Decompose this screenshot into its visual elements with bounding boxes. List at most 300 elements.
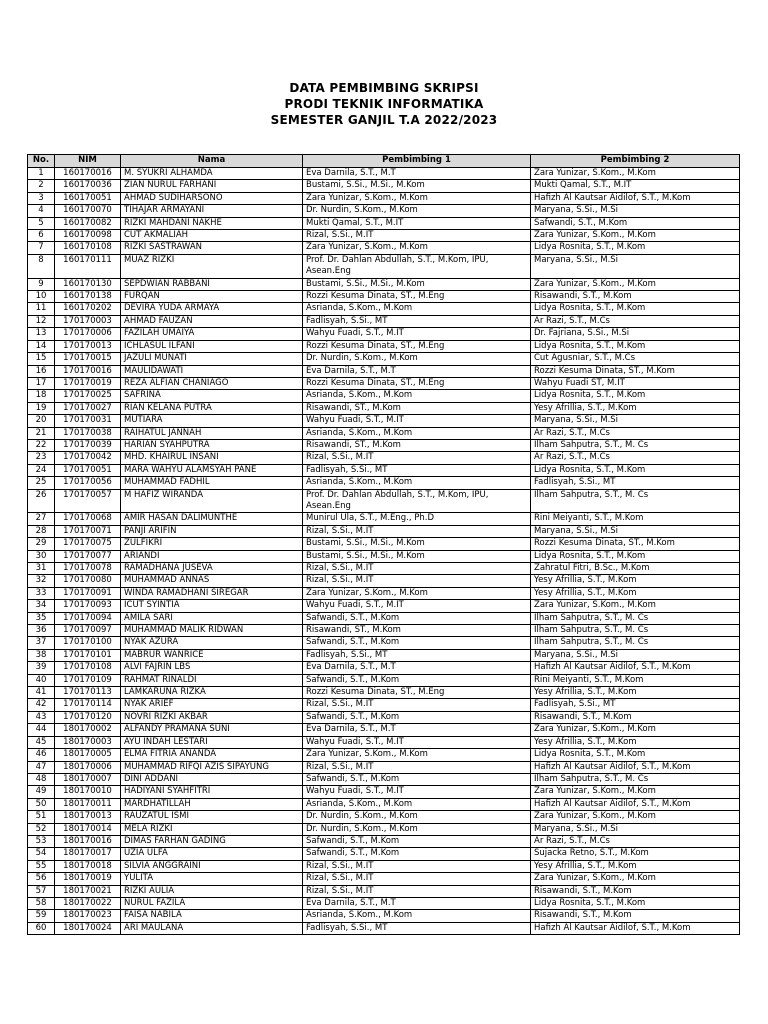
cell-nim: 180170014	[55, 823, 121, 835]
cell-nim: 160170202	[55, 303, 121, 315]
cell-nim: 170170019	[55, 377, 121, 389]
cell-nim: 170170006	[55, 328, 121, 340]
table-row	[28, 439, 740, 451]
cell-nama: MUHAMMAD MALIK RIDWAN	[121, 625, 303, 637]
cell-nama: UZIA ULFA	[121, 848, 303, 860]
table-row	[28, 910, 740, 922]
cell-no: 1	[28, 168, 55, 180]
cell-nama: MUHAMMAD RIFQI AZIS SIPAYUNG	[121, 761, 303, 773]
cell-nim: 180170006	[55, 761, 121, 773]
cell-pembimbing-1: Zara Yunizar, S.Kom., M.Kom	[303, 749, 531, 761]
cell-pembimbing-2: Zara Yunizar, S.Kom., M.Kom	[531, 278, 740, 290]
cell-pembimbing-2: Zara Yunizar, S.Kom., M.Kom	[531, 873, 740, 885]
cell-pembimbing-2: Ilham Sahputra, S.T., M. Cs	[531, 489, 740, 513]
cell-pembimbing-2: Hafizh Al Kautsar Aidilof, S.T., M.Kom	[531, 662, 740, 674]
table-row	[28, 525, 740, 537]
cell-pembimbing-2: Zahratul Fitri, B.Sc., M.Kom	[531, 563, 740, 575]
cell-pembimbing-1: Bustami, S.Si., M.Si., M.Kom	[303, 550, 531, 562]
table-row	[28, 922, 740, 934]
cell-nama: ICHLASUL ILFANI	[121, 340, 303, 352]
table-row	[28, 600, 740, 612]
cell-no: 18	[28, 390, 55, 402]
cell-pembimbing-2: Zara Yunizar, S.Kom., M.Kom	[531, 168, 740, 180]
table-row	[28, 587, 740, 599]
table-row	[28, 315, 740, 327]
cell-nama: DINI ADDANI	[121, 773, 303, 785]
cell-nim: 170170093	[55, 600, 121, 612]
cell-no: 28	[28, 525, 55, 537]
cell-no: 54	[28, 848, 55, 860]
cell-no: 20	[28, 415, 55, 427]
cell-nama: ALVI FAJRIN LBS	[121, 662, 303, 674]
title-line-2: PRODI TEKNIK INFORMATIKA	[284, 97, 484, 111]
cell-nim: 170170097	[55, 625, 121, 637]
cell-pembimbing-1: Rizal, S.Si., M.IT	[303, 563, 531, 575]
cell-nim: 170170075	[55, 538, 121, 550]
cell-no: 17	[28, 377, 55, 389]
cell-no: 5	[28, 217, 55, 229]
cell-no: 60	[28, 922, 55, 934]
cell-no: 9	[28, 278, 55, 290]
cell-no: 10	[28, 291, 55, 303]
cell-pembimbing-2: Risawandi, S.T., M.Kom	[531, 291, 740, 303]
cell-nama: ALFANDY PRAMANA SUNI	[121, 724, 303, 736]
cell-pembimbing-2: Rini Meiyanti, S.T., M.Kom	[531, 674, 740, 686]
cell-no: 21	[28, 427, 55, 439]
cell-no: 52	[28, 823, 55, 835]
cell-nama: NYAK AZURA	[121, 637, 303, 649]
table-row	[28, 798, 740, 810]
cell-pembimbing-1: Safwandi, S.T., M.Kom	[303, 612, 531, 624]
cell-pembimbing-1: Safwandi, S.T., M.Kom	[303, 674, 531, 686]
table-row	[28, 353, 740, 365]
cell-pembimbing-1: Bustami, S.Si., M.Si., M.Kom	[303, 180, 531, 192]
cell-nama: MUAZ RIZKI	[121, 254, 303, 278]
cell-pembimbing-2: Lidya Rosnita, S.T., M.Kom	[531, 749, 740, 761]
cell-pembimbing-2: Yesy Afrillia, S.T., M.Kom	[531, 860, 740, 872]
cell-nama: SEPDWIAN RABBANI	[121, 278, 303, 290]
cell-pembimbing-1: Asrianda, S.Kom., M.Kom	[303, 427, 531, 439]
cell-pembimbing-2: Lidya Rosnita, S.T., M.Kom	[531, 303, 740, 315]
cell-pembimbing-2: Lidya Rosnita, S.T., M.Kom	[531, 390, 740, 402]
cell-no: 50	[28, 798, 55, 810]
cell-nama: M. SYUKRI ALHAMDA	[121, 168, 303, 180]
cell-no: 4	[28, 205, 55, 217]
cell-pembimbing-2: Zara Yunizar, S.Kom., M.Kom	[531, 786, 740, 798]
cell-pembimbing-2: Sujacka Retno, S.T., M.Kom	[531, 848, 740, 860]
cell-no: 36	[28, 625, 55, 637]
cell-nama: MABRUR WANRICE	[121, 649, 303, 661]
cell-pembimbing-2: Hafizh Al Kautsar Aidilof, S.T., M.Kom	[531, 761, 740, 773]
cell-nim: 170170027	[55, 402, 121, 414]
cell-no: 34	[28, 600, 55, 612]
cell-nama: RAHMAT RINALDI	[121, 674, 303, 686]
cell-nim: 170170042	[55, 452, 121, 464]
cell-nim: 160170098	[55, 230, 121, 242]
cell-pembimbing-1: Wahyu Fuadi, S.T., M.IT	[303, 736, 531, 748]
title-line-1: DATA PEMBIMBING SKRIPSI	[289, 81, 479, 95]
cell-pembimbing-2: Yesy Afrillia, S.T., M.Kom	[531, 587, 740, 599]
cell-pembimbing-1: Eva Darnila, S.T., M.T	[303, 662, 531, 674]
cell-pembimbing-2: Ar Razi, S.T., M.Cs	[531, 835, 740, 847]
table-row	[28, 390, 740, 402]
table-row	[28, 205, 740, 217]
cell-nama: MUHAMMAD FADHIL	[121, 477, 303, 489]
cell-nama: MELA RIZKI	[121, 823, 303, 835]
cell-nama: FURQAN	[121, 291, 303, 303]
cell-pembimbing-2: Zara Yunizar, S.Kom., M.Kom	[531, 600, 740, 612]
col-header-no: No.	[28, 155, 55, 168]
table-row	[28, 180, 740, 192]
table-row	[28, 860, 740, 872]
cell-pembimbing-1: Fadlisyah, S.Si., MT	[303, 315, 531, 327]
table-row	[28, 464, 740, 476]
cell-nim: 170170056	[55, 477, 121, 489]
cell-no: 16	[28, 365, 55, 377]
cell-pembimbing-2: Risawandi, S.T., M.Kom	[531, 711, 740, 723]
cell-nim: 180170013	[55, 811, 121, 823]
table-row	[28, 278, 740, 290]
table-row	[28, 192, 740, 204]
cell-pembimbing-1: Mukti Qamal, S.T., M.IT	[303, 217, 531, 229]
cell-nama: DIMAS FARHAN GADING	[121, 835, 303, 847]
table-row	[28, 625, 740, 637]
cell-pembimbing-2: Ilham Sahputra, S.T., M. Cs	[531, 439, 740, 451]
cell-pembimbing-1: Safwandi, S.T., M.Kom	[303, 711, 531, 723]
cell-pembimbing-2: Wahyu Fuadi ST, M.IT	[531, 377, 740, 389]
table-row	[28, 749, 740, 761]
cell-nim: 180170011	[55, 798, 121, 810]
table-row	[28, 885, 740, 897]
cell-pembimbing-2: Yesy Afrillia, S.T., M.Kom	[531, 402, 740, 414]
cell-no: 23	[28, 452, 55, 464]
table-row	[28, 168, 740, 180]
cell-pembimbing-1: Wahyu Fuadi, S.T., M.IT	[303, 328, 531, 340]
cell-pembimbing-1: Risawandi, ST., M.Kom	[303, 402, 531, 414]
table-row	[28, 897, 740, 909]
cell-nim: 160170111	[55, 254, 121, 278]
cell-nama: JAZULI MUNATI	[121, 353, 303, 365]
table-row	[28, 649, 740, 661]
cell-nama: RIZKI SASTRAWAN	[121, 242, 303, 254]
cell-nama: PANJI ARIFIN	[121, 525, 303, 537]
cell-nim: 170170016	[55, 365, 121, 377]
cell-no: 19	[28, 402, 55, 414]
table-row	[28, 835, 740, 847]
cell-pembimbing-1: Rozzi Kesuma Dinata, ST., M.Eng	[303, 291, 531, 303]
cell-no: 48	[28, 773, 55, 785]
document-header	[0, 80, 768, 128]
cell-pembimbing-1: Risawandi, ST., M.Kom	[303, 439, 531, 451]
cell-pembimbing-2: Ar Razi, S.T., M.Cs	[531, 315, 740, 327]
cell-nama: SAFRINA	[121, 390, 303, 402]
cell-no: 30	[28, 550, 55, 562]
cell-no: 26	[28, 489, 55, 513]
cell-nim: 180170022	[55, 897, 121, 909]
cell-no: 47	[28, 761, 55, 773]
cell-pembimbing-1: Safwandi, S.T., M.Kom	[303, 848, 531, 860]
cell-nim: 180170005	[55, 749, 121, 761]
cell-pembimbing-1: Wahyu Fuadi, S.T., M.IT	[303, 786, 531, 798]
cell-nama: RAMADHANA JUSEVA	[121, 563, 303, 575]
cell-nim: 170170080	[55, 575, 121, 587]
cell-pembimbing-2: Yesy Afrillia, S.T., M.Kom	[531, 687, 740, 699]
cell-nama: RIAN KELANA PUTRA	[121, 402, 303, 414]
cell-nama: DEVIRA YUDA ARMAYA	[121, 303, 303, 315]
cell-no: 15	[28, 353, 55, 365]
cell-pembimbing-2: Ilham Sahputra, S.T., M. Cs	[531, 773, 740, 785]
cell-nama: YULITA	[121, 873, 303, 885]
cell-no: 33	[28, 587, 55, 599]
cell-pembimbing-1: Fadlisyah, S.Si., MT	[303, 649, 531, 661]
cell-nim: 170170094	[55, 612, 121, 624]
cell-pembimbing-2: Lidya Rosnita, S.T., M.Kom	[531, 242, 740, 254]
cell-nim: 160170070	[55, 205, 121, 217]
table-body	[28, 168, 740, 935]
table-row	[28, 415, 740, 427]
cell-pembimbing-1: Prof. Dr. Dahlan Abdullah, S.T., M.Kom, IPU, Asean.Eng	[303, 254, 531, 278]
cell-no: 39	[28, 662, 55, 674]
cell-nim: 160170138	[55, 291, 121, 303]
cell-pembimbing-1: Asrianda, S.Kom., M.Kom	[303, 910, 531, 922]
cell-pembimbing-2: Maryana, S.Si., M.Si	[531, 525, 740, 537]
table-row	[28, 736, 740, 748]
cell-pembimbing-1: Rizal, S.Si., M.IT	[303, 873, 531, 885]
cell-pembimbing-1: Munirul Ula, S.T., M.Eng., Ph.D	[303, 513, 531, 525]
cell-nim: 180170007	[55, 773, 121, 785]
cell-nama: WINDA RAMADHANI SIREGAR	[121, 587, 303, 599]
cell-no: 11	[28, 303, 55, 315]
cell-nim: 180170024	[55, 922, 121, 934]
table-row	[28, 230, 740, 242]
table-row	[28, 291, 740, 303]
cell-nama: NURUL FAZILA	[121, 897, 303, 909]
cell-pembimbing-2: Zara Yunizar, S.Kom., M.Kom	[531, 724, 740, 736]
cell-nim: 180170017	[55, 848, 121, 860]
cell-no: 8	[28, 254, 55, 278]
cell-pembimbing-1: Asrianda, S.Kom., M.Kom	[303, 798, 531, 810]
cell-no: 22	[28, 439, 55, 451]
cell-nim: 180170002	[55, 724, 121, 736]
table-row	[28, 773, 740, 785]
cell-pembimbing-2: Maryana, S.Si., M.Si	[531, 649, 740, 661]
cell-nim: 160170036	[55, 180, 121, 192]
cell-pembimbing-2: Ar Razi, S.T., M.Cs	[531, 452, 740, 464]
table-row	[28, 340, 740, 352]
cell-pembimbing-2: Hafizh Al Kautsar Aidilof, S.T., M.Kom	[531, 798, 740, 810]
cell-no: 49	[28, 786, 55, 798]
cell-nim: 170170068	[55, 513, 121, 525]
cell-no: 45	[28, 736, 55, 748]
cell-nama: MAULIDAWATI	[121, 365, 303, 377]
cell-pembimbing-1: Zara Yunizar, S.Kom., M.Kom	[303, 587, 531, 599]
cell-nama: FAZILAH UMAIYA	[121, 328, 303, 340]
cell-nama: ARIANDI	[121, 550, 303, 562]
cell-pembimbing-2: Rini Meiyanti, S.T., M.Kom	[531, 513, 740, 525]
cell-nim: 180170021	[55, 885, 121, 897]
cell-nim: 180170023	[55, 910, 121, 922]
cell-no: 6	[28, 230, 55, 242]
cell-nama: ICUT SYINTIA	[121, 600, 303, 612]
cell-nim: 170170078	[55, 563, 121, 575]
cell-pembimbing-1: Risawandi, ST., M.Kom	[303, 625, 531, 637]
cell-pembimbing-2: Hafizh Al Kautsar Aidilof, S.T., M.Kom	[531, 192, 740, 204]
cell-nim: 170170071	[55, 525, 121, 537]
cell-pembimbing-2: Fadlisyah, S.Si., MT	[531, 699, 740, 711]
cell-pembimbing-1: Safwandi, S.T., M.Kom	[303, 773, 531, 785]
cell-pembimbing-2: Dr. Fajriana, S.Si., M.Si	[531, 328, 740, 340]
cell-pembimbing-1: Rozzi Kesuma Dinata, ST., M.Eng	[303, 687, 531, 699]
cell-nim: 170170113	[55, 687, 121, 699]
cell-pembimbing-1: Asrianda, S.Kom., M.Kom	[303, 303, 531, 315]
table-row	[28, 242, 740, 254]
cell-pembimbing-1: Fadlisyah, S.Si., MT	[303, 464, 531, 476]
cell-nama: AMIR HASAN DALIMUNTHE	[121, 513, 303, 525]
cell-pembimbing-2: Lidya Rosnita, S.T., M.Kom	[531, 550, 740, 562]
cell-no: 46	[28, 749, 55, 761]
cell-no: 42	[28, 699, 55, 711]
table-row	[28, 724, 740, 736]
cell-no: 3	[28, 192, 55, 204]
cell-nama: RAUZATUL ISMI	[121, 811, 303, 823]
cell-nim: 170170038	[55, 427, 121, 439]
cell-nim: 160170016	[55, 168, 121, 180]
table-row	[28, 699, 740, 711]
cell-nama: TIHAJAR ARMAYANI	[121, 205, 303, 217]
cell-nim: 170170109	[55, 674, 121, 686]
cell-pembimbing-1: Wahyu Fuadi, S.T., M.IT	[303, 600, 531, 612]
cell-nama: RIZKI MAHDANI NAKHE	[121, 217, 303, 229]
cell-nama: NYAK ARIEF	[121, 699, 303, 711]
cell-nim: 170170114	[55, 699, 121, 711]
cell-no: 2	[28, 180, 55, 192]
table-row	[28, 489, 740, 513]
cell-pembimbing-1: Rizal, S.Si., M.IT	[303, 699, 531, 711]
cell-nim: 180170018	[55, 860, 121, 872]
cell-nama: ZIAN NURUL FARHANI	[121, 180, 303, 192]
cell-pembimbing-1: Asrianda, S.Kom., M.Kom	[303, 390, 531, 402]
cell-no: 25	[28, 477, 55, 489]
cell-pembimbing-2: Zara Yunizar, S.Kom., M.Kom	[531, 811, 740, 823]
cell-no: 24	[28, 464, 55, 476]
table-row	[28, 687, 740, 699]
cell-nim: 170170031	[55, 415, 121, 427]
cell-pembimbing-1: Dr. Nurdin, S.Kom., M.Kom	[303, 823, 531, 835]
table-row	[28, 550, 740, 562]
cell-pembimbing-2: Yesy Afrillia, S.T., M.Kom	[531, 575, 740, 587]
cell-nama: MARA WAHYU ALAMSYAH PANE	[121, 464, 303, 476]
table-row	[28, 711, 740, 723]
cell-nama: FAISA NABILA	[121, 910, 303, 922]
cell-no: 51	[28, 811, 55, 823]
cell-pembimbing-1: Wahyu Fuadi, S.T., M.IT	[303, 415, 531, 427]
table-row	[28, 402, 740, 414]
table-row	[28, 427, 740, 439]
table-row	[28, 377, 740, 389]
cell-pembimbing-1: Rozzi Kesuma Dinata, ST., M.Eng	[303, 377, 531, 389]
cell-pembimbing-2: Ar Razi, S.T., M.Cs	[531, 427, 740, 439]
cell-pembimbing-2: Ilham Sahputra, S.T., M. Cs	[531, 625, 740, 637]
cell-nama: REZA ALFIAN CHANIAGO	[121, 377, 303, 389]
cell-nama: RAIHATUL JANNAH	[121, 427, 303, 439]
cell-pembimbing-2: Ilham Sahputra, S.T., M. Cs	[531, 637, 740, 649]
table-row	[28, 254, 740, 278]
cell-pembimbing-1: Rizal, S.Si., M.IT	[303, 860, 531, 872]
cell-no: 56	[28, 873, 55, 885]
cell-nim: 170170091	[55, 587, 121, 599]
cell-nama: HADIYANI SYAHFITRI	[121, 786, 303, 798]
cell-nama: CUT AKMALIAH	[121, 230, 303, 242]
cell-no: 29	[28, 538, 55, 550]
cell-nim: 170170108	[55, 662, 121, 674]
cell-pembimbing-2: Mukti Qamal, S.T., M.IT	[531, 180, 740, 192]
cell-nama: AHMAD SUDIHARSONO	[121, 192, 303, 204]
table-row	[28, 575, 740, 587]
cell-nama: M HAFIZ WIRANDA	[121, 489, 303, 513]
cell-pembimbing-2: Maryana, S.Si., M.Si	[531, 823, 740, 835]
cell-nim: 160170130	[55, 278, 121, 290]
table-row	[28, 538, 740, 550]
cell-no: 35	[28, 612, 55, 624]
cell-nim: 170170015	[55, 353, 121, 365]
cell-pembimbing-2: Maryana, S.Si., M.Si	[531, 254, 740, 278]
cell-nama: LAMKARUNA RIZKA	[121, 687, 303, 699]
cell-nama: HARIAN SYAHPUTRA	[121, 439, 303, 451]
cell-pembimbing-2: Zara Yunizar, S.Kom., M.Kom	[531, 230, 740, 242]
cell-pembimbing-1: Eva Darnila, S.T., M.T	[303, 365, 531, 377]
cell-pembimbing-1: Rizal, S.Si., M.IT	[303, 230, 531, 242]
cell-no: 31	[28, 563, 55, 575]
cell-pembimbing-1: Dr. Nurdin, S.Kom., M.Kom	[303, 353, 531, 365]
cell-nama: MUHAMMAD ANNAS	[121, 575, 303, 587]
cell-nim: 170170100	[55, 637, 121, 649]
cell-no: 44	[28, 724, 55, 736]
cell-nama: ARI MAULANA	[121, 922, 303, 934]
cell-pembimbing-1: Rizal, S.Si., M.IT	[303, 575, 531, 587]
col-header-pembimbing-1: Pembimbing 1	[303, 155, 531, 168]
cell-pembimbing-1: Dr. Nurdin, S.Kom., M.Kom	[303, 205, 531, 217]
cell-nim: 170170013	[55, 340, 121, 352]
table-row	[28, 513, 740, 525]
col-header-nim: NIM	[55, 155, 121, 168]
cell-nim: 160170051	[55, 192, 121, 204]
cell-pembimbing-2: Maryana, S.Si., M.Si	[531, 415, 740, 427]
cell-pembimbing-2: Rozzi Kesuma Dinata, ST., M.Kom	[531, 365, 740, 377]
table-row	[28, 786, 740, 798]
table-row	[28, 637, 740, 649]
table-row	[28, 563, 740, 575]
cell-pembimbing-2: Lidya Rosnita, S.T., M.Kom	[531, 464, 740, 476]
cell-pembimbing-1: Bustami, S.Si., M.Si., M.Kom	[303, 538, 531, 550]
cell-no: 27	[28, 513, 55, 525]
cell-pembimbing-1: Rizal, S.Si., M.IT	[303, 452, 531, 464]
title-line-3: SEMESTER GANJIL T.A 2022/2023	[270, 113, 498, 127]
cell-nama: AHMAD FAUZAN	[121, 315, 303, 327]
table-row	[28, 662, 740, 674]
cell-pembimbing-2: Cut Agusniar, S.T., M.Cs	[531, 353, 740, 365]
cell-pembimbing-1: Safwandi, S.T., M.Kom	[303, 637, 531, 649]
table-row	[28, 217, 740, 229]
cell-nama: MUTIARA	[121, 415, 303, 427]
table-row	[28, 848, 740, 860]
table-row	[28, 612, 740, 624]
cell-nim: 180170003	[55, 736, 121, 748]
cell-no: 55	[28, 860, 55, 872]
cell-nim: 180170016	[55, 835, 121, 847]
col-header-pembimbing-2: Pembimbing 2	[531, 155, 740, 168]
cell-nim: 160170108	[55, 242, 121, 254]
cell-no: 59	[28, 910, 55, 922]
